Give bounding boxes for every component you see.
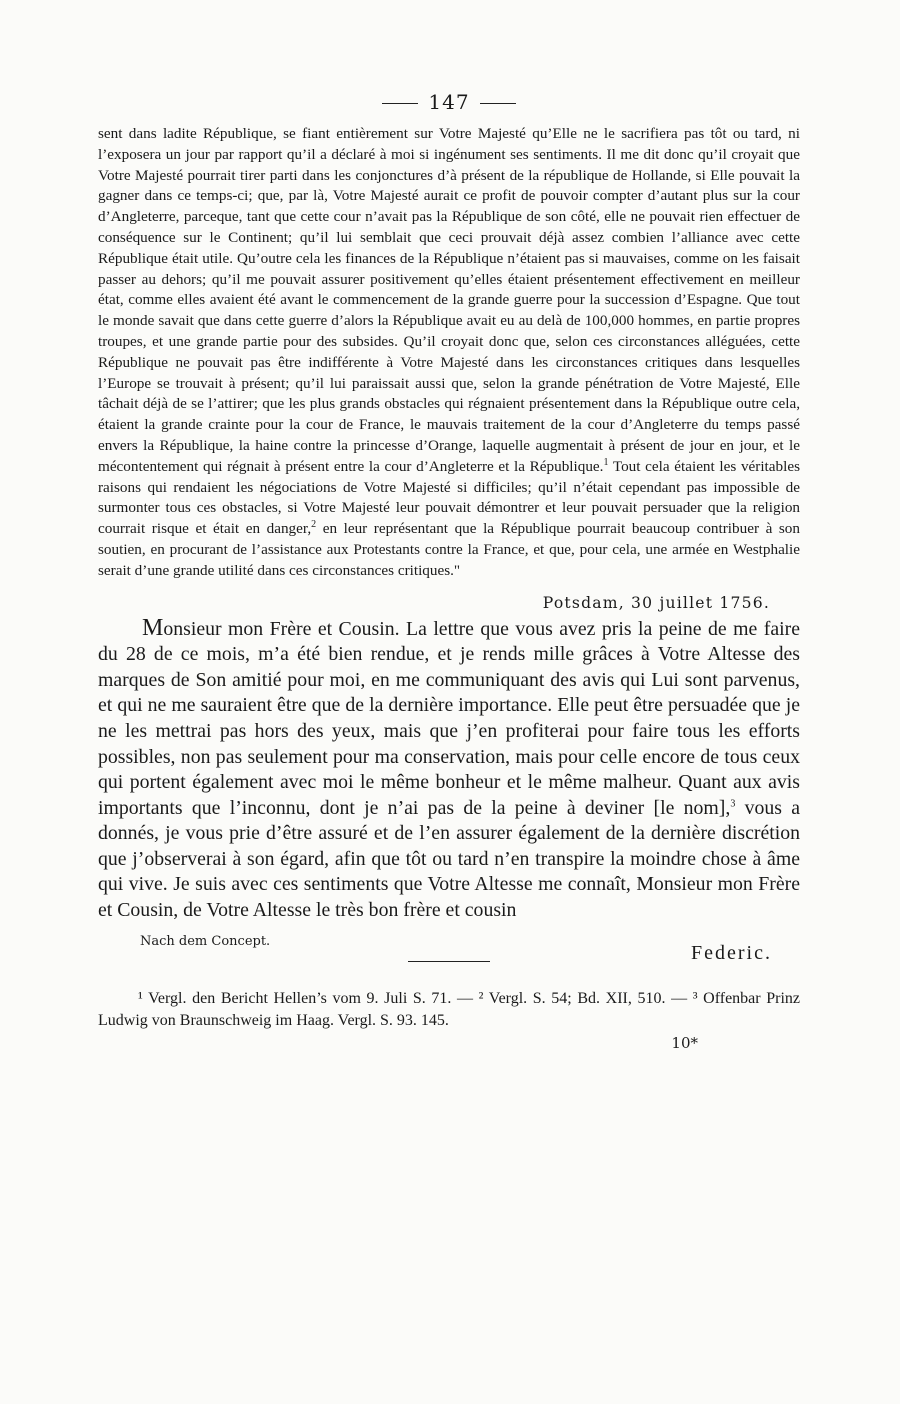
letter-signature: Federic. bbox=[691, 941, 772, 964]
header-dash-right bbox=[480, 103, 516, 104]
letter-initial: M bbox=[142, 614, 164, 641]
footnote-rule bbox=[408, 961, 490, 962]
letter-body-text-1: onsieur mon Frère et Cousin. La lettre que vous avez pris la peine de me faire du 28 de ce mois, m’a été bien rendue, et je rends mille grâces à Votre Altesse des marques de Son amitié pour moi, en me communiquant des avis qui Lui sont parvenus, et qui ne me sauraient être que de la dernière importance. Elle peut être persuadée que je ne les mettrai pas hors des yeux, mais que j’en profiterai pour faire tous les efforts possibles, non pas seulement pour ma conservation, mais pour celle encore de tous ceux qui portent également avec moi le même bonheur et le même malheur. Quant aux avis importants que l’inconnu, dont je n’ai pas de la peine à deviner [le nom], bbox=[98, 617, 800, 819]
header-dash-left bbox=[382, 103, 418, 104]
footnote-ref-2: 2 bbox=[311, 519, 317, 531]
source-note: Nach dem Concept. bbox=[140, 933, 271, 949]
excerpt-text-2: Tout cela étaient les véritables raisons qui rendaient les négociations de Votre Majesté si difficiles; qu’il n’était cependant pas impossible de surmonter tous ces obstacles, si Votre Majesté leur pouvait démontrer et leur pouvait persuader que la religion courrait risque et était en danger, bbox=[98, 457, 800, 538]
letter-body-text-2: vous a donnés, je vous prie d’être assuré et de l’en assurer également de la dernière discrétion que j’observerai à son égard, afin que tôt ou tard n’en transpire la moindre chose à âme qui vive. Je suis avec ces sentiments que Votre Altesse me connaît, Monsieur mon Frère et Cousin, de Votre Altesse le très bon frère et cousin bbox=[98, 796, 800, 922]
excerpt-text-3: en leur représentant que la République pourrait beaucoup contribuer à son soutien, en procurant de l’assistance aux Protestants contre la France, et que, pour cela, une armée en Westphalie serait d’une grande utilité dans ces circonstances critiques." bbox=[98, 520, 800, 579]
footnotes: ¹ Vergl. den Bericht Hellen’s vom 9. Juli S. 71. — ² Vergl. S. 54; Bd. XII, 510. — ³ Offenbar Prinz Ludwig von Braunschweig im Haag. Vergl. S. 93. 145. bbox=[98, 989, 800, 1029]
footnote-ref-1: 1 bbox=[603, 456, 609, 468]
signature-mark: 10* bbox=[671, 1033, 698, 1052]
page-header bbox=[98, 90, 800, 114]
signoff-row bbox=[98, 933, 800, 964]
page-number: 147 bbox=[428, 90, 470, 114]
letter-body bbox=[98, 616, 800, 924]
letter-dateline: Potsdam, 30 juillet 1756. bbox=[542, 593, 770, 612]
excerpt-text-1: sent dans ladite République, se fiant entièrement sur Votre Majesté qu’Elle ne le sacrifiera pas tôt ou tard, ni l’exposera un jour par rapport qu’il a déclaré à moi si ingénument ses sentiments. Il me dit donc qu’il croyait que Votre Majesté pourrait tirer parti dans les conjonctures d’à présent de la république de Hollande, si Elle pouvait la gagner dans ce temps-ci; que, par là, Votre Majesté aurait ce profit de pouvoir compter d’autant plus sur la cour d’Angleterre, parceque, tant que cette cour n’avait pas la République de son côté, elle ne pouvait rien effectuer de conséquence sur le Continent; qu’il lui semblait que ceci prouvait déjà assez combien l’alliance avec cette République était utile. Qu’outre cela les finances de la République n’étaient pas si mauvaises, comme on les faisait passer au dehors; qu’il me pouvait assurer positivement qu’elles étaient présentement effectivement en meilleur état, comme elles avaient été avant le commencement de la grande guerre pour la succession d’Espagne. Que tout le monde savait que dans cette guerre d’alors la République avait eu au delà de 100,000 hommes, en partie propres troupes, et une grande partie pour des subsides. Qu’il croyait donc que, selon ces circonstances alléguées, cette République ne pouvait pas être indifférente à Votre Majesté dans les circonstances critiques dans lesquelles l’Europe se trouvait à présent; qu’il lui paraissait aussi que, selon la grande pénétration de Votre Majesté, Elle tâchait déjà de se l’attirer; que les plus grands obstacles qui régnaient présentement dans la République outre cela, étaient la grande crainte pour la cour de France, le mauvais traitement de la cour d’Angleterre du temps passé envers la République, la haine contre la princesse d’Orange, laquelle augmentait à présent de jour en jour, et le mécontentement qui régnait à présent entre la cour d’Angleterre et la République. bbox=[98, 125, 800, 475]
footnote-ref-3: 3 bbox=[730, 798, 736, 810]
report-excerpt bbox=[98, 124, 800, 582]
page bbox=[98, 90, 800, 1052]
